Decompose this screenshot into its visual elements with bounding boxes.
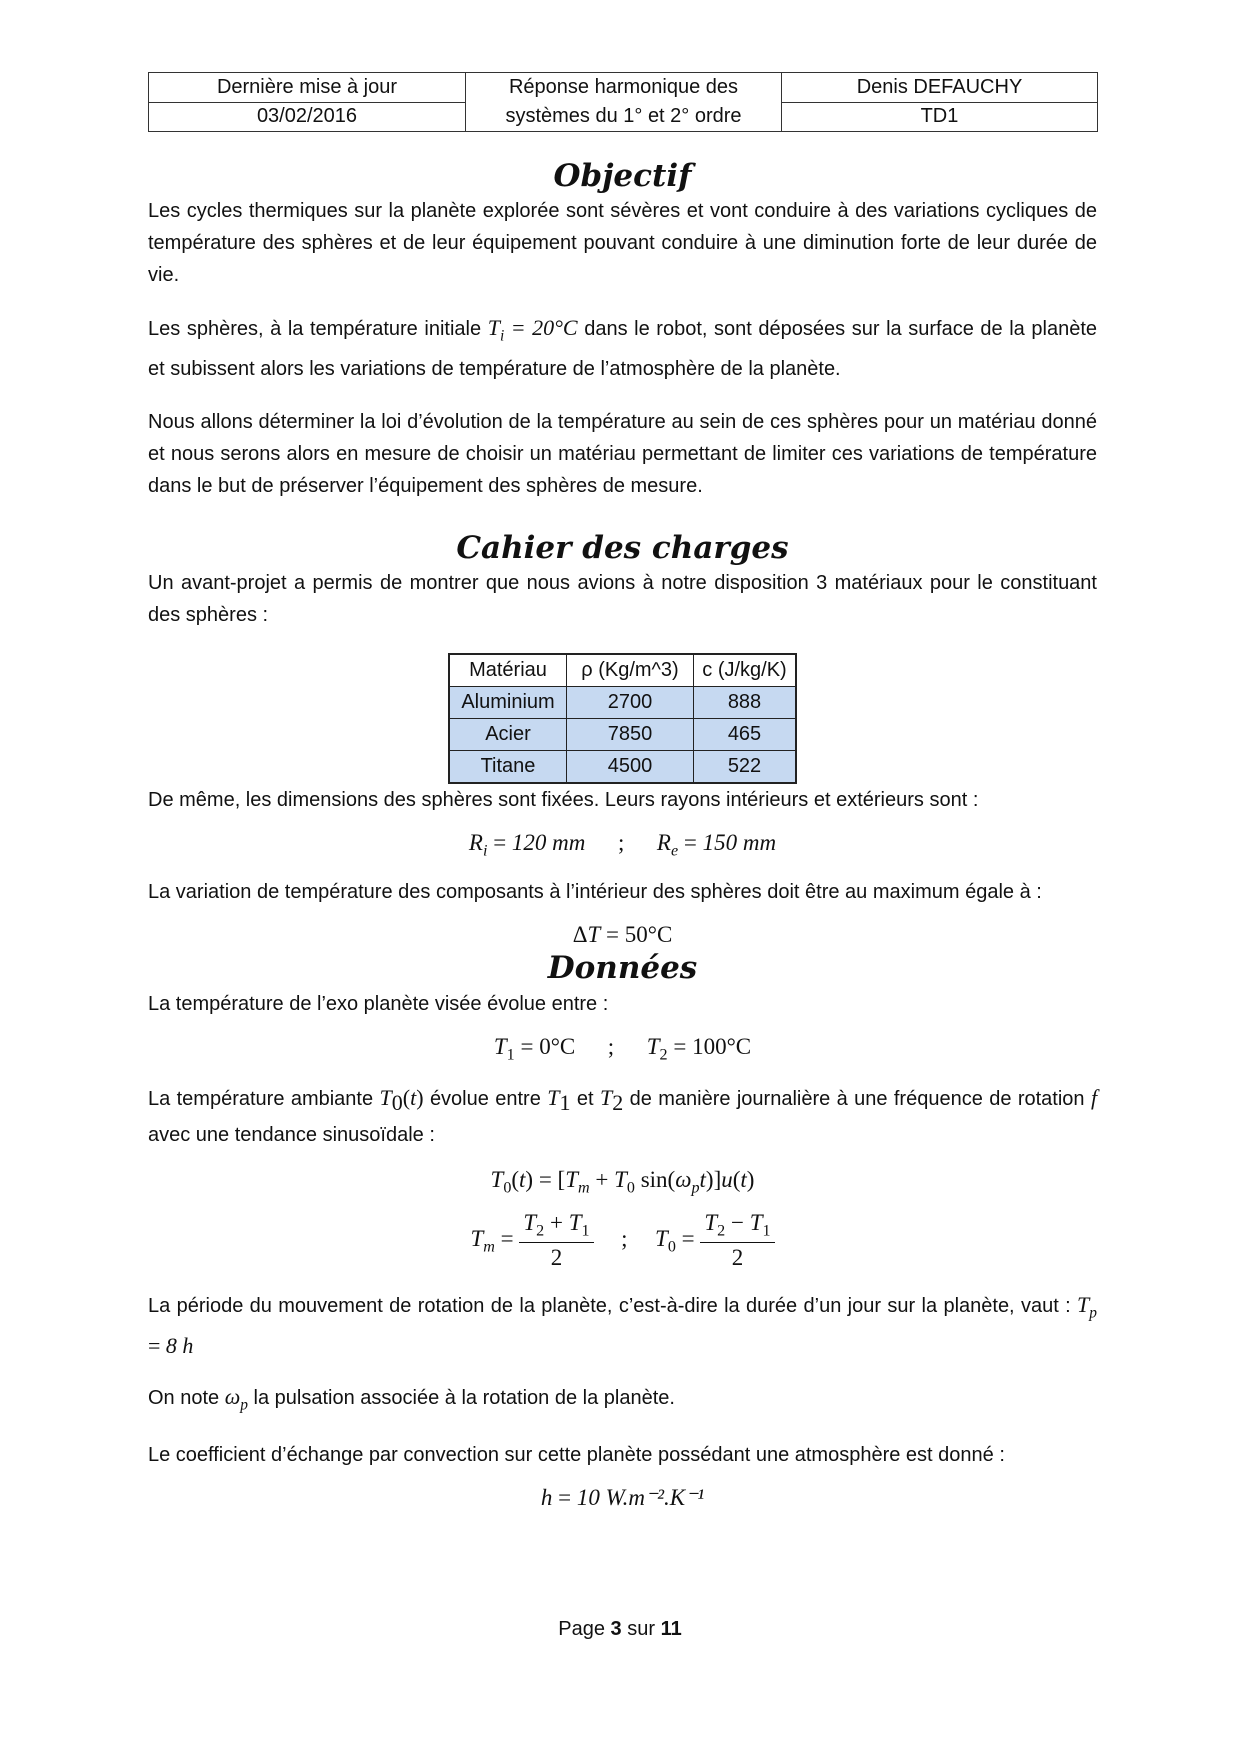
- material-name: Titane: [449, 750, 567, 783]
- donnees-paragraph-1: La température de l’exo planète visée évolue entre :: [148, 992, 609, 1015]
- material-density: 2700: [567, 686, 694, 718]
- donnees-paragraph-4: On note $\omega_p$ la pulsation associée à la rotation de la planète.: [148, 1383, 675, 1414]
- ambient-temperature-equation: $T_0(t) = [T_m + T_0$ $\sin(\omega_pt)]u(t)$: [490, 1167, 755, 1197]
- material-heat-capacity: 465: [694, 718, 797, 750]
- header-cell: c (J/kg/K): [694, 654, 797, 687]
- material-density: 7850: [567, 718, 694, 750]
- last-update-label: Dernière mise à jour: [149, 73, 466, 103]
- table-row: [449, 750, 796, 783]
- convection-coefficient-equation: h = 10 W.m⁻².K⁻¹: [540, 1485, 705, 1511]
- document-title: Réponse harmonique des systèmes du 1° et 2° ordre: [466, 73, 782, 132]
- section-title-objectif: Objectif: [553, 158, 692, 194]
- dimensions-text: De même, les dimensions des sphères sont fixées. Leurs rayons intérieurs et extérieurs sont :: [148, 788, 979, 811]
- donnees-paragraph-3: La période du mouvement de rotation de la planète, c’est-à-dire la durée d’un jour sur la planète, vaut : $T_p = 8$ h: [148, 1292, 1097, 1358]
- objectif-paragraph-1: Les cycles thermiques sur la planète explorée sont sévères et vont conduire à des variations cycliques de température des sphères et de leur équipement pouvant conduire à une diminution forte de leur durée de vie.: [148, 200, 1097, 287]
- material-name: Aluminium: [449, 686, 567, 718]
- document-page: [148, 72, 1097, 1511]
- table-row: [449, 718, 796, 750]
- objectif-paragraph-2: Les sphères, à la température initiale $T_i = 20^\circ C$ dans le robot, sont déposées sur la surface de la planète et subissent alors les variations de température de l’atmosphère de la planète.: [148, 315, 1097, 380]
- objectif-paragraph-3: Nous allons déterminer la loi d’évolution de la température au sein de ces sphères pour un matériau donné et nous serons alors en mesure de choisir un matériau permettant de limiter ces variations de température dans le but de préserver l’équipement des sphères de mesure.: [148, 410, 1097, 497]
- header-table: [148, 72, 1098, 132]
- page-footer: Page 3 sur 11: [558, 1618, 682, 1640]
- initial-temperature-formula: $T_i = 20^\circ C$: [487, 315, 578, 345]
- donnees-paragraph-2: La température ambiante $T_0(t)$ évolue entre $T_1$ et $T_2$ de manière journalière à une fréquence de rotation f avec une tendance sinusoïdale :: [148, 1085, 1098, 1147]
- cahier-intro: Un avant-projet a permis de montrer que nous avions à notre disposition 3 matériaux pour le constituant des sphères :: [148, 571, 1097, 626]
- variation-text: La variation de température des composants à l’intérieur des sphères doit être au maximum égale à :: [148, 881, 1042, 904]
- material-heat-capacity: 888: [694, 686, 797, 718]
- radii-equation: $R_i = 120$ mm ; $R_e = 150$ mm: [468, 829, 777, 860]
- temperature-range-equation: $T_1 = 0^\circ C$ ; $T_2 = 100^\circ C$: [493, 1033, 752, 1064]
- mean-amplitude-equation: $T_m$ = $\frac{T_2 + T_1}{2}$ ; $T_0$ = $\frac{T_2 - T_1}{2}$: [148, 1210, 1097, 1272]
- donnees-paragraph-5: Le coefficient d’échange par convection sur cette planète possédant une atmosphère est donné :: [148, 1444, 1005, 1467]
- material-name: Acier: [449, 718, 567, 750]
- doc-id: TD1: [782, 102, 1098, 132]
- header-cell: Matériau: [449, 654, 567, 687]
- materials-table: [448, 653, 797, 784]
- delta-t-equation: ΔT = 50°C: [572, 922, 673, 948]
- last-update-date: 03/02/2016: [149, 102, 466, 132]
- table-row: [449, 686, 796, 718]
- section-title-donnees: Données: [547, 950, 698, 987]
- material-density: 4500: [567, 750, 694, 783]
- section-title-cahier: Cahier des charges: [456, 529, 789, 566]
- material-heat-capacity: 522: [694, 750, 797, 783]
- author: Denis DEFAUCHY: [782, 73, 1098, 103]
- header-cell: ρ (Kg/m^3): [567, 654, 694, 687]
